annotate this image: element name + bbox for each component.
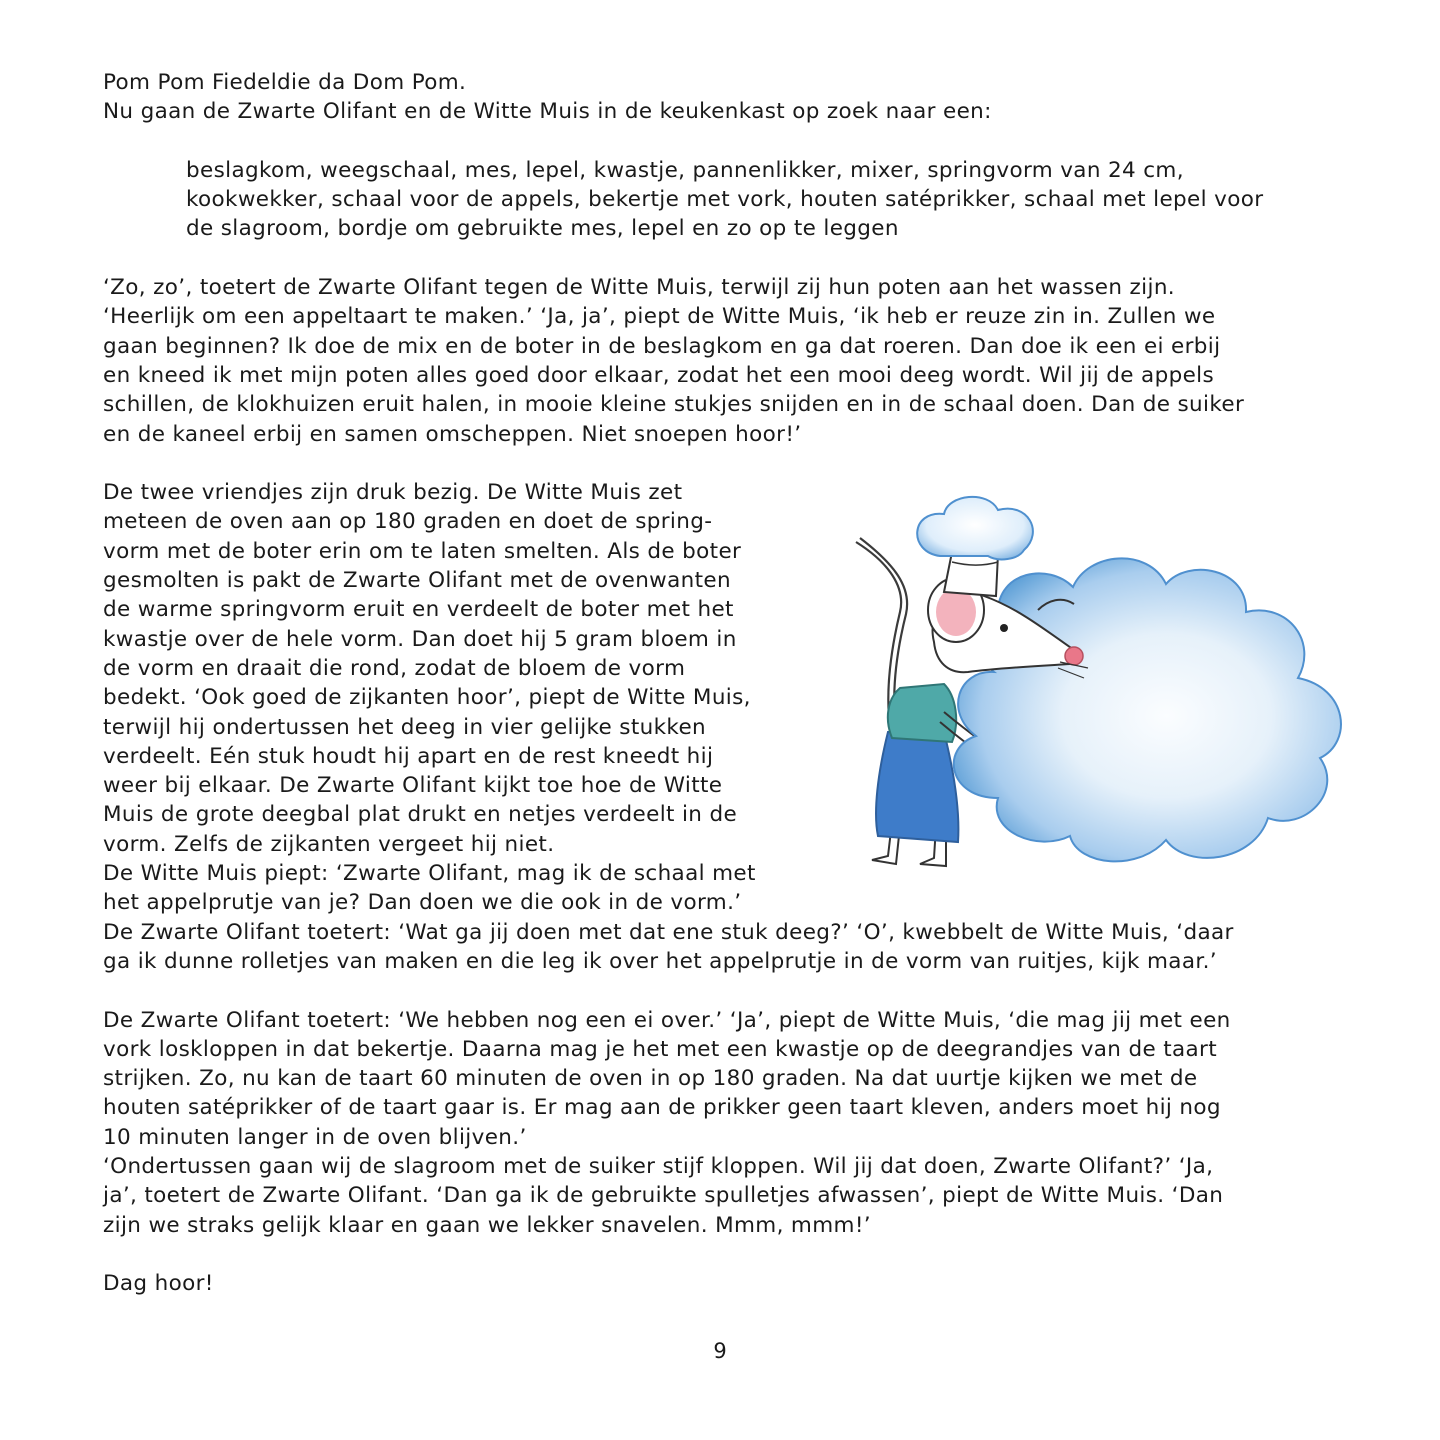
paragraph-line: ‘Ondertussen gaan wij de slagroom met de suiker stijf kloppen. Wil jij dat doen, Zwarte Olifant?’ ‘Ja, (103, 1153, 1214, 1179)
page-number: 9 (713, 1339, 727, 1363)
paragraph-line: meteen de oven aan op 180 graden en doet de spring- (103, 509, 713, 535)
paragraph-line: De Witte Muis piept: ‘Zwarte Olifant, mag ik de schaal met (103, 861, 756, 887)
paragraph-line: ga ik dunne rolletjes van maken en die leg ik over het appelprutje in de vorm van ruitjes, kijk maar.’ (103, 948, 1217, 974)
paragraph-line: Muis de grote deegbal plat drukt en netjes verdeelt in de (103, 802, 738, 828)
paragraph-line: De Zwarte Olifant toetert: ‘We hebben nog een ei over.’ ‘Ja’, piept de Witte Muis, ‘die mag jij met een (103, 1007, 1231, 1033)
paragraph-line: ‘Heerlijk om een appeltaart te maken.’ ‘Ja, ja’, piept de Witte Muis, ‘ik heb er reuze zin in. Zullen we (103, 304, 1216, 330)
paragraph-line: gesmolten is pakt de Zwarte Olifant met de ovenwanten (103, 568, 731, 594)
tools-list-line: kookwekker, schaal voor de appels, bekertje met vork, houten satéprikker, schaal met lepel voor (186, 187, 1264, 213)
tools-list-line: beslagkom, weegschaal, mes, lepel, kwastje, pannenlikker, mixer, springvorm van 24 cm, (186, 157, 1184, 183)
paragraph-line: ‘Zo, zo’, toetert de Zwarte Olifant tegen de Witte Muis, terwijl zij hun poten aan het wassen zijn. (103, 275, 1175, 301)
paragraph-line: bedekt. ‘Ook goed de zijkanten hoor’, piept de Witte Muis, (103, 685, 751, 711)
paragraph-line: ja’, toetert de Zwarte Olifant. ‘Dan ga ik de gebruikte spulletjes afwassen’, piept de Witte Muis. ‘Dan (103, 1183, 1224, 1209)
paragraph-gap (103, 976, 1373, 1005)
paragraph-line: houten satéprikker of de taart gaar is. Er mag aan de prikker geen taart kleven, anders moet hij nog (103, 1095, 1221, 1121)
intro-line: Nu gaan de Zwarte Olifant en de Witte Muis in de keukenkast op zoek naar een: (103, 99, 992, 125)
paragraph-line: vorm met de boter erin om te laten smelten. Als de boter (103, 538, 742, 564)
paragraph-gap (103, 127, 1373, 156)
paragraph-gap (103, 449, 1373, 478)
paragraph-line: verdeelt. Eén stuk houdt hij apart en de rest kneedt hij (103, 743, 714, 769)
paragraph-line: schillen, de klokhuizen eruit halen, in mooie kleine stukjes snijden en in de schaal doen. Dan de suiker (103, 392, 1245, 418)
paragraph-line: vork loskloppen in dat bekertje. Daarna mag je het met een kwastje op de deegrandjes van de taart (103, 1036, 1218, 1062)
paragraph-line: gaan beginnen? Ik doe de mix en de boter in de beslagkom en ga dat roeren. Dan doe ik een ei erbij (103, 333, 1221, 359)
paragraph-gap (103, 1240, 1373, 1269)
closing-line: Dag hoor! (103, 1271, 214, 1297)
paragraph-line: weer bij elkaar. De Zwarte Olifant kijkt toe hoe de Witte (103, 773, 723, 799)
paragraph-line: de warme springvorm eruit en verdeelt de boter met het (103, 597, 734, 623)
intro-line: Pom Pom Fiedeldie da Dom Pom. (103, 70, 467, 95)
paragraph-line: en kneed ik met mijn poten alles goed door elkaar, zodat het een mooi deeg wordt. Wil jij de appels (103, 362, 1215, 388)
tools-list-line: de slagroom, bordje om gebruikte mes, lepel en zo op te leggen (186, 216, 899, 242)
paragraph-line: kwastje over de hele vorm. Dan doet hij 5 gram bloem in (103, 626, 737, 652)
paragraph-line: het appelprutje van je? Dan doen we die ook in de vorm.’ (103, 890, 742, 916)
paragraph-line: de vorm en draait die rond, zodat de bloem de vorm (103, 655, 686, 681)
paragraph-line: vorm. Zelfs de zijkanten vergeet hij niet. (103, 831, 555, 857)
paragraph-line: De Zwarte Olifant toetert: ‘Wat ga jij doen met dat ene stuk deeg?’ ‘O’, kwebbelt de Witte Muis, ‘daar (103, 919, 1234, 945)
paragraph-gap (103, 244, 1373, 273)
chef-mouse-with-cloud-icon (848, 492, 1368, 882)
paragraph-line: en de kaneel erbij en samen omscheppen. Niet snoepen hoor!’ (103, 421, 802, 447)
paragraph-line: zijn we straks gelijk klaar en gaan we lekker snavelen. Mmm, mmm!’ (103, 1212, 871, 1238)
paragraph-line: 10 minuten langer in de oven blijven.’ (103, 1124, 527, 1150)
paragraph-line: strijken. Zo, nu kan de taart 60 minuten de oven in op 180 graden. Na dat uurtje kijken we met de (103, 1066, 1198, 1092)
paragraph-line: De twee vriendjes zijn druk bezig. De Witte Muis zet (103, 480, 683, 506)
paragraph-line: terwijl hij ondertussen het deeg in vier gelijke stukken (103, 714, 707, 740)
